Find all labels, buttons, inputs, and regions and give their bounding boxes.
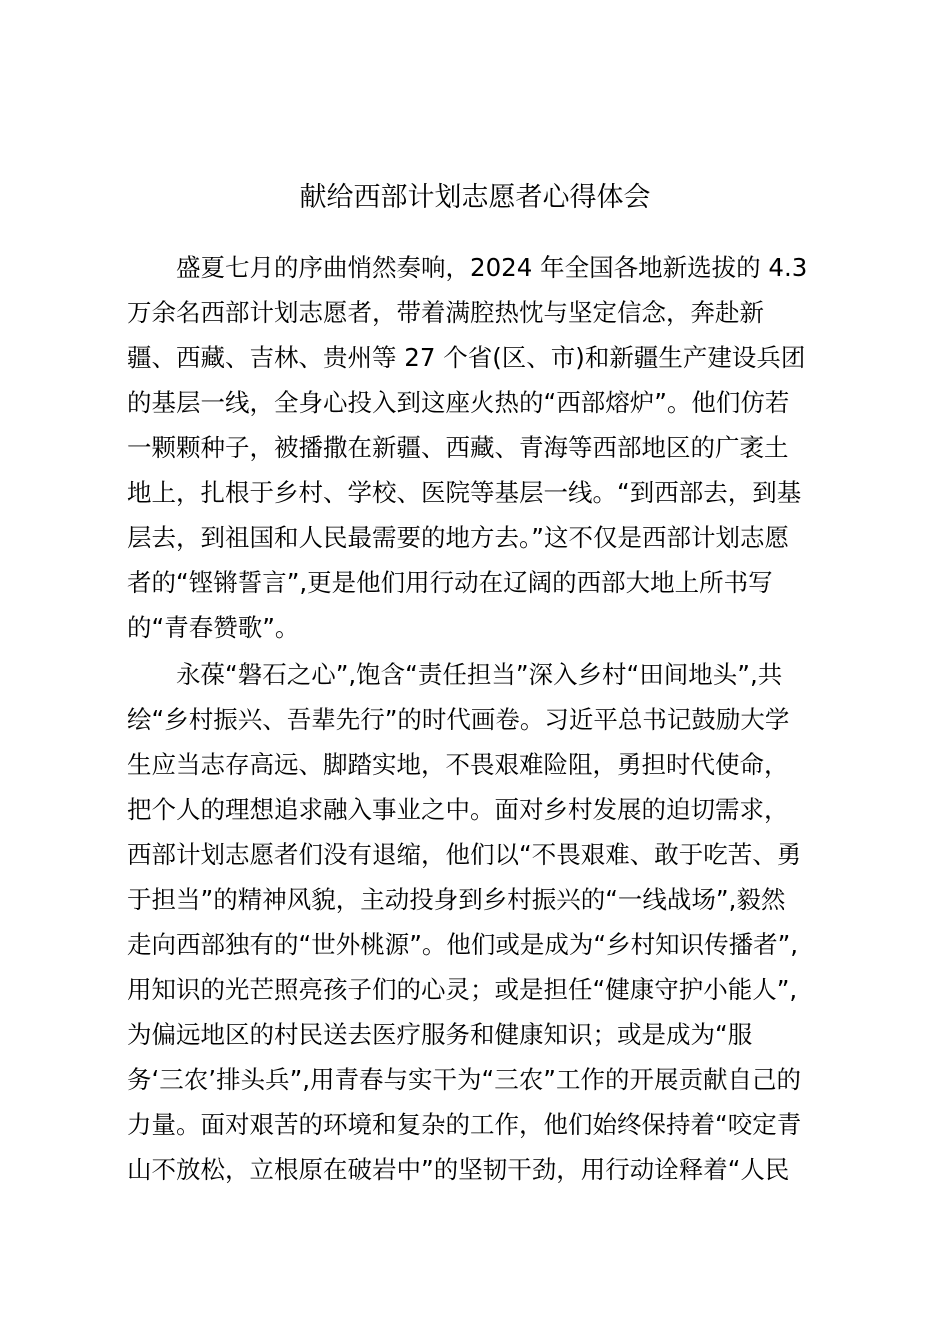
text-line: 地上，扎根于乡村、学校、医院等基层一线。“到西部去，到基 xyxy=(127,478,802,507)
text-line: 万余名西部计划志愿者，带着满腔热忱与坚定信念，奔赴新 xyxy=(127,298,764,327)
text-line: 力量。面对艰苦的环境和复杂的工作，他们始终保持着“咬定青 xyxy=(127,1110,802,1139)
text-line: 为偏远地区的村民送去医疗服务和健康知识；或是成为“服 xyxy=(127,1020,753,1049)
text-line: 西部计划志愿者们没有退缩，他们以“不畏艰难、敢于吃苦、勇 xyxy=(127,840,802,869)
document-body xyxy=(127,245,837,1192)
text-line: 盛夏七月的序曲悄然奏响，2024 年全国各地新选拔的 4.3 xyxy=(127,253,808,282)
text-line: 者的“铿锵誓言”,更是他们用行动在辽阔的西部大地上所书写 xyxy=(127,568,773,597)
paragraph-1 xyxy=(127,245,837,650)
document-title: 献给西部计划志愿者心得体会 xyxy=(299,182,651,213)
text-line: 绘“乡村振兴、吾辈先行”的时代画卷。习近平总书记鼓励大学 xyxy=(127,705,790,734)
text-line: 把个人的理想追求融入事业之中。面对乡村发展的迫切需求， xyxy=(127,795,789,824)
text-line: 走向西部独有的“世外桃源”。他们或是成为“乡村知识传播者”, xyxy=(127,930,799,959)
text-line: 的“青春赞歌”。 xyxy=(127,613,300,642)
paragraph-2 xyxy=(127,652,837,1192)
text-line: 永葆“磐石之心”,饱含“责任担当”深入乡村“田间地头”,共 xyxy=(127,660,783,689)
text-line: 的基层一线，全身心投入到这座火热的“西部熔炉”。他们仿若 xyxy=(127,388,790,417)
text-line: 务‘三农’排头兵”,用青春与实干为“三农”工作的开展贡献自己的 xyxy=(127,1065,801,1094)
text-line: 疆、西藏、吉林、贵州等 27 个省(区、市)和新疆生产建设兵团 xyxy=(127,343,806,372)
text-line: 用知识的光芒照亮孩子们的心灵；或是担任“健康守护小能人”, xyxy=(127,975,798,1004)
text-line: 一颗颗种子，被播撒在新疆、西藏、青海等西部地区的广袤土 xyxy=(127,433,789,462)
text-line: 于担当”的精神风貌，主动投身到乡村振兴的“一线战场”,毅然 xyxy=(127,885,786,914)
text-line: 山不放松，立根原在破岩中”的坚韧干劲，用行动诠释着“人民 xyxy=(127,1155,790,1184)
text-line: 生应当志存高远、脚踏实地，不畏艰难险阻，勇担时代使命， xyxy=(127,750,789,779)
text-line: 层去，到祖国和人民最需要的地方去。”这不仅是西部计划志愿 xyxy=(127,523,789,552)
